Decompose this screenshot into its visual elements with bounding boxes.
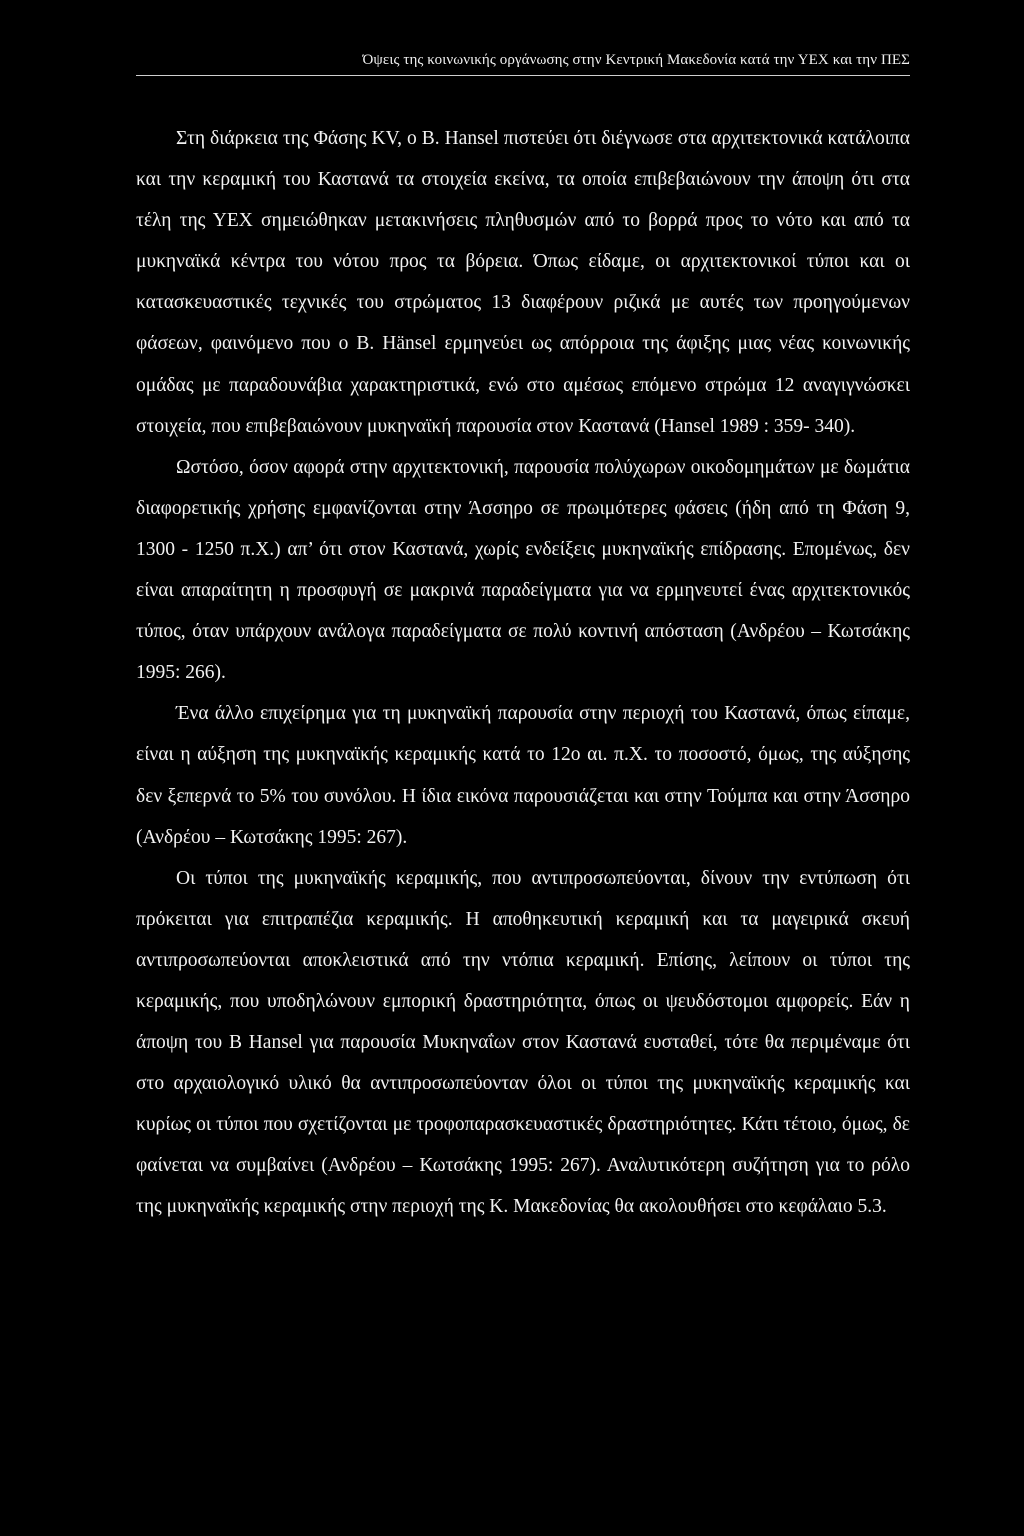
paragraph-3: Ένα άλλο επιχείρημα για τη μυκηναϊκή παρουσία στην περιοχή του Καστανά, όπως είπαμε, είναι η αύξηση της μυκηναϊκής κεραμικής κατά το 12ο αι. π.Χ. το ποσοστό, όμως, της αύξησης δεν ξεπερνά το 5% του συνόλου. Η ίδια εικόνα παρουσιάζεται και στην Τούμπα και στην Άσσηρο (Ανδρέου – Κωτσάκης 1995: 267). — [136, 703, 910, 848]
paragraph-1: Στη διάρκεια της Φάσης KV, ο Β. Hansel πιστεύει ότι διέγνωσε στα αρχιτεκτονικά κατάλοιπα και την κεραμική του Καστανά τα στοιχεία εκείνα, τα οποία επιβεβαιώνουν την άποψη ότι στα τέλη της ΥΕΧ σημειώθηκαν μετακινήσεις πληθυσμών από το βορρά προς το νότο και από τα μυκηναϊκά κέντρα του νότου προς τα βόρεια. Όπως είδαμε, οι αρχιτεκτονικοί τύποι και οι κατασκευαστικές τεχνικές του στρώματος 13 διαφέρουν ριζικά με αυτές των προηγούμενων φάσεων, φαινόμενο που ο Β. Hänsel ερμηνεύει ως απόρροια της άφιξης μιας νέας κοινωνικής ομάδας με παραδουνάβια χαρακτηριστικά, ενώ στο αμέσως επόμενο στρώμα 12 αναγιγνώσκει στοιχεία, που επιβεβαιώνουν μυκηναϊκή παρουσία στον Καστανά (Hansel 1989 : 359- 340). — [136, 128, 910, 437]
paragraph-2: Ωστόσο, όσον αφορά στην αρχιτεκτονική, παρουσία πολύχωρων οικοδομημάτων με δωμάτια διαφορετικής χρήσης εμφανίζονται στην Άσσηρο σε πρωιμότερες φάσεις (ήδη από τη Φάση 9, 1300 - 1250 π.Χ.) απ’ ότι στον Καστανά, χωρίς ενδείξεις μυκηναϊκής επίδρασης. Επομένως, δεν είναι απαραίτητη η προσφυγή σε μακρινά παραδείγματα για να ερμηνευτεί ένας αρχιτεκτονικός τύπος, όταν υπάρχουν ανάλογα παραδείγματα σε πολύ κοντινή απόσταση (Ανδρέου – Κωτσάκης 1995: 266). — [136, 456, 910, 684]
body-text — [136, 118, 910, 1228]
paragraph-4: Οι τύποι της μυκηναϊκής κεραμικής, που αντιπροσωπεύονται, δίνουν την εντύπωση ότι πρόκειται για επιτραπέζια κεραμικής. Η αποθηκευτική κεραμική και τα μαγειρικά σκευή αντιπροσωπεύονται αποκλειστικά από την ντόπια κεραμική. Επίσης, λείπουν οι τύποι της κεραμικής, που υποδηλώνουν εμπορική δραστηριότητα, όπως οι ψευδόστομοι αμφορείς. Εάν η άποψη του Β Hansel για παρουσία Μυκηναΐων στον Καστανά ευσταθεί, τότε θα περιμέναμε ότι στο αρχαιολογικό υλικό θα αντιπροσωπεύονταν όλοι οι τύποι της μυκηναϊκής κεραμικής και κυρίως οι τύποι που σχετίζονται με τροφοπαρασκευαστικές δραστηριότητες. Κάτι τέτοιο, όμως, δε φαίνεται να συμβαίνει (Ανδρέου – Κωτσάκης 1995: 267). Αναλυτικότερη συζήτηση για το ρόλο της μυκηναϊκής κεραμικής στην περιοχή της Κ. Μακεδονίας θα ακολουθήσει στο κεφάλαιο 5.3. — [136, 867, 910, 1218]
running-header: Όψεις της κοινωνικής οργάνωσης στην Κεντρική Μακεδονία κατά την ΥΕΧ και την ΠΕΣ — [136, 52, 910, 76]
